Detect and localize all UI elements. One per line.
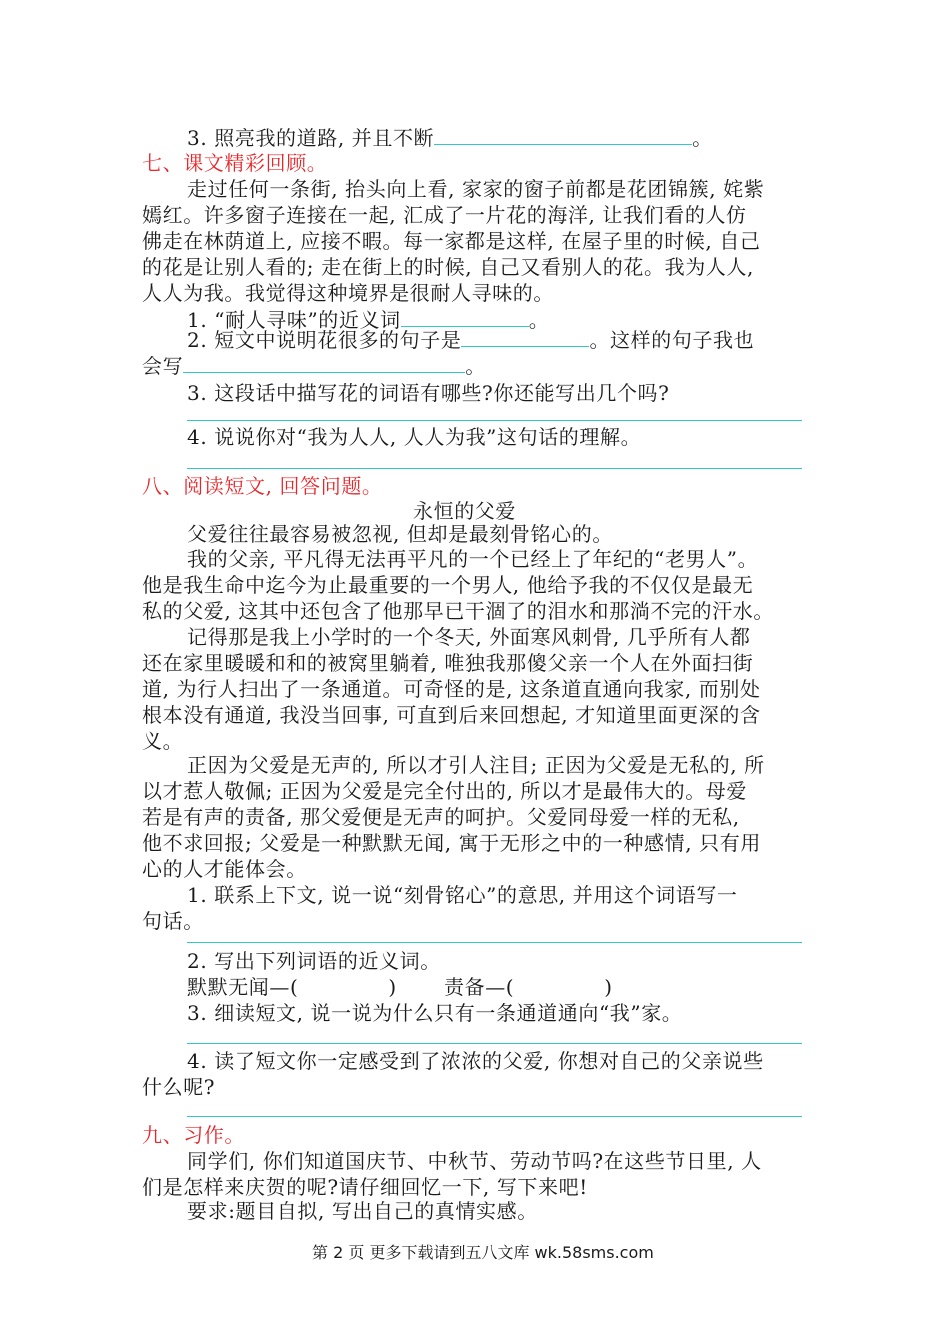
s8-passage-line: 他是我生命中迄今为止最重要的一个男人, 他给予我的不仅仅是最无 (142, 573, 754, 597)
s7-passage-line: 人人为我。我觉得这种境界是很耐人寻味的。 (142, 281, 554, 305)
s6-q3: 3. 照亮我的道路, 并且不断 。 (187, 126, 713, 150)
s9-text-line: 同学们, 你们知道国庆节、中秋节、劳动节吗?在这些节日里, 人 (187, 1149, 762, 1173)
s8-q1-line2: 句话。 (142, 909, 204, 933)
s7-q3: 3. 这段话中描写花的词语有哪些?你还能写出几个吗? (187, 381, 670, 405)
s9-requirement: 要求:题目自拟, 写出自己的真情实感。 (187, 1199, 538, 1223)
s8-q2-item1: 默默无闻—( ) (187, 975, 397, 999)
s7-q3-answer-line[interactable] (187, 420, 802, 421)
s9-text-line: 们是怎样来庆贺的呢?请仔细回忆一下, 写下来吧! (142, 1175, 588, 1199)
s7-passage-line: 的花是让别人看的; 走在街上的时候, 自己又看别人的花。我为人人, (142, 255, 754, 279)
s8-passage-line: 义。 (142, 729, 184, 753)
s8-q1-answer-line[interactable] (187, 942, 802, 943)
s7-q4: 4. 说说你对“我为人人, 人人为我”这句话的理解。 (187, 425, 642, 449)
s8-passage-line: 根本没有通道, 我没当回事, 可直到后来回想起, 才知道里面更深的含 (142, 703, 761, 727)
s8-q4-answer-line[interactable] (187, 1116, 802, 1117)
s8-q3-answer-line[interactable] (187, 1043, 802, 1044)
s7-passage-line: 佛走在林荫道上, 应接不暇。每一家都是这样, 在屋子里的时候, 自己 (142, 229, 761, 253)
s8-passage-line: 我的父亲, 平凡得无法再平凡的一个已经上了年纪的“老男人”。 (187, 547, 759, 571)
s8-q4-line1: 4. 读了短文你一定感受到了浓浓的父爱, 你想对自己的父亲说些 (187, 1049, 764, 1073)
s8-q1-line1: 1. 联系上下文, 说一说“刻骨铭心”的意思, 并用这个词语写一 (187, 883, 738, 907)
s7-q2: 2. 短文中说明花很多的句子是 。这样的句子我也 (187, 328, 755, 352)
s8-passage-line: 父爱往往最容易被忽视, 但却是最刻骨铭心的。 (187, 522, 613, 546)
s8-passage-line: 正因为父爱是无声的, 所以才引人注目; 正因为父爱是无私的, 所 (187, 753, 765, 777)
s7-q2-write-blank[interactable] (183, 352, 465, 373)
s8-passage-line: 私的父爱, 这其中还包含了他那早已干涸了的泪水和那淌不完的汗水。 (142, 599, 774, 623)
story-title: 永恒的父爱 (413, 499, 516, 523)
s7-q4-answer-line[interactable] (187, 468, 802, 469)
s8-q2: 2. 写出下列词语的近义词。 (187, 949, 441, 973)
s8-passage-line: 若是有声的责备, 那父爱便是无声的呵护。父爱同母爱一样的无私, (142, 805, 740, 829)
s8-passage-line: 以才惹人敬佩; 正因为父爱是完全付出的, 所以才是最伟大的。母爱 (142, 779, 748, 803)
section-9-heading: 九、习作。 (142, 1123, 245, 1147)
s7-q1-answer-blank[interactable] (401, 306, 529, 327)
s8-q4-line2: 什么呢? (142, 1075, 216, 1099)
s7-q2-line2: 会写 。 (142, 354, 486, 378)
s7-q1: 1. “耐人寻味”的近义词 。 (187, 308, 550, 332)
s6-q3-answer-blank[interactable] (434, 124, 692, 145)
s8-passage-line: 还在家里暖暖和和的被窝里躺着, 唯独我那傻父亲一个人在外面扫街 (142, 651, 754, 675)
s8-passage-line: 道, 为行人扫出了一条通道。可奇怪的是, 这条道直通向我家, 而别处 (142, 677, 761, 701)
s8-q2-item2: 责备—( ) (444, 975, 613, 999)
s7-passage-line: 走过任何一条街, 抬头向上看, 家家的窗子前都是花团锦簇, 姹紫 (187, 177, 765, 201)
s7-passage-line: 嫣红。许多窗子连接在一起, 汇成了一片花的海洋, 让我们看的人仿 (142, 203, 747, 227)
page-footer: 第 2 页 更多下载请到五八文库 wk.58sms.com (312, 1243, 654, 1262)
section-8-heading: 八、阅读短文, 回答问题。 (142, 474, 383, 498)
s8-passage-line: 心的人才能体会。 (142, 857, 307, 881)
s8-passage-line: 他不求回报; 父爱是一种默默无闻, 寓于无形之中的一种感情, 只有用 (142, 831, 761, 855)
s8-passage-line: 记得那是我上小学时的一个冬天, 外面寒风刺骨, 几乎所有人都 (187, 625, 751, 649)
s8-q3: 3. 细读短文, 说一说为什么只有一条通道通向“我”家。 (187, 1001, 683, 1025)
s7-q2-answer-blank[interactable] (461, 326, 589, 347)
section-7-heading: 七、课文精彩回顾。 (142, 151, 328, 175)
